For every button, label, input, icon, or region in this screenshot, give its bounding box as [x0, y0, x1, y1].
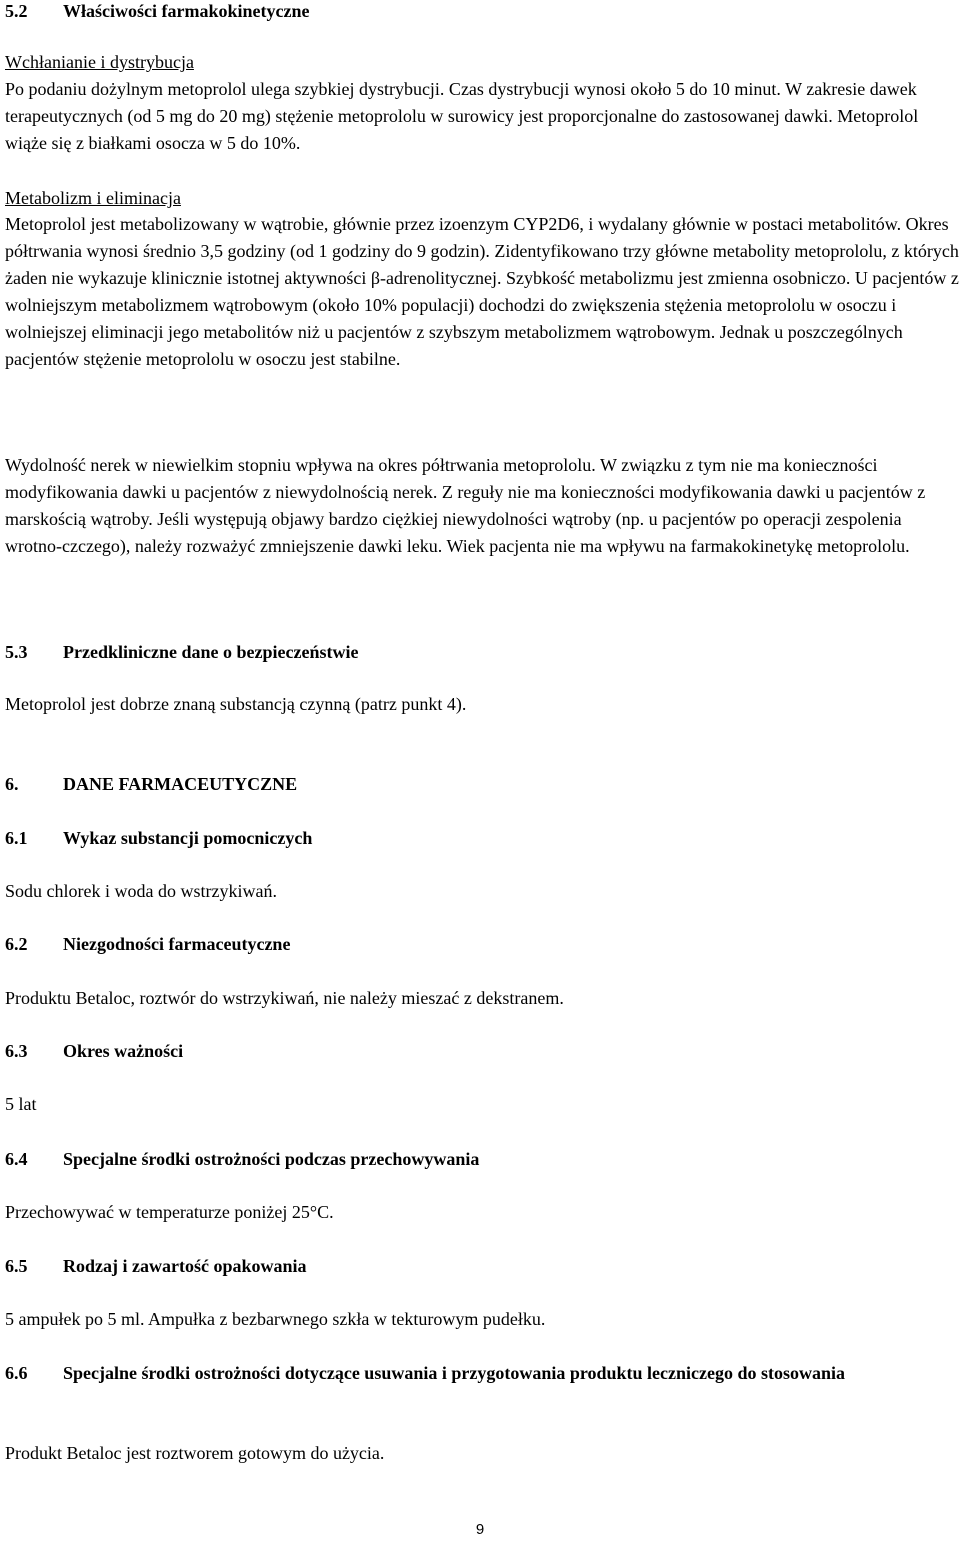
section-title: Wykaz substancji pomocniczych	[63, 828, 313, 848]
section-number: 6.5	[5, 1256, 28, 1276]
page-number: 9	[475, 1521, 485, 1538]
paragraph-6-2: Produktu Betaloc, roztwór do wstrzykiwań, nie należy mieszać z dekstranem.	[5, 988, 564, 1008]
paragraph-renal: Wydolność nerek w niewielkim stopniu wpływa na okres półtrwania metoprololu. W związku z tym nie ma konieczności modyfikowania dawki u pacjentów z niewydolnością nerek. Z reguły nie ma konieczności modyfikowania dawki u pacjentów z marskością wątroby. Jeśli występują objawy bardzo ciężkiej niewydolności wątroby (np. u pacjentów po operacji zespolenia wrotno-czczego), należy rozważyć zmniejszenie dawki leku. Wiek pacjenta nie ma wpływu na farmakokinetykę metoprololu.	[5, 455, 926, 556]
section-title: Specjalne środki ostrożności podczas przechowywania	[63, 1149, 480, 1169]
section-number: 6.	[5, 774, 19, 794]
paragraph-metabolism: Metoprolol jest metabolizowany w wątrobie, głównie przez izoenzym CYP2D6, i wydalany głównie w postaci metabolitów. Okres półtrwania wynosi średnio 3,5 godziny (od 1 godziny do 9 godzin). Zidentyfikowano trzy główne metabolity metoprololu, z których żaden nie wykazuje klinicznie istotnej aktywności β-adrenolitycznej. Szybkość metabolizmu jest zmienna osobniczo. U pacjentów z wolniejszym metabolizmem wątrobowym (około 10% populacji) dochodzi do zwiększenia stężenia metoprololu w osoczu i wolniejszej eliminacji jego metabolitów niż u pacjentów z szybszym metabolizmem wątrobowym. Jednak u poszczególnych pacjentów stężenie metoprololu w osoczu jest stabilne.	[5, 214, 959, 369]
section-heading-5-3	[5, 639, 960, 666]
section-title: Niezgodności farmaceutyczne	[63, 934, 291, 954]
section-number: 5.2	[5, 1, 28, 21]
section-title: Specjalne środki ostrożności dotyczące usuwania i przygotowania produktu leczniczego do stosowania	[63, 1363, 846, 1383]
section-number: 6.1	[5, 828, 28, 848]
section-number: 6.6	[5, 1363, 28, 1383]
section-title: DANE FARMACEUTYCZNE	[63, 774, 298, 794]
section-title: Rodzaj i zawartość opakowania	[63, 1256, 307, 1276]
paragraph-6-6: Produkt Betaloc jest roztworem gotowym do użycia.	[5, 1443, 385, 1463]
section-title: Okres ważności	[63, 1041, 184, 1061]
section-heading-5-2	[5, 0, 960, 25]
section-title: Właściwości farmakokinetyczne	[63, 1, 310, 21]
section-number: 6.3	[5, 1041, 28, 1061]
section-heading-6-5	[5, 1253, 960, 1280]
section-number: 5.3	[5, 642, 28, 662]
section-heading-6-2	[5, 931, 960, 958]
paragraph-6-4: Przechowywać w temperaturze poniżej 25°C.	[5, 1202, 334, 1222]
subheading-metabolism: Metabolizm i eliminacja	[5, 188, 181, 208]
section-number: 6.4	[5, 1149, 28, 1169]
paragraph-6-5: 5 ampułek po 5 ml. Ampułka z bezbarwnego szkła w tekturowym pudełku.	[5, 1309, 546, 1329]
paragraph-5-3: Metoprolol jest dobrze znaną substancją czynną (patrz punkt 4).	[5, 694, 467, 714]
subheading-absorption: Wchłanianie i dystrybucja	[5, 52, 194, 72]
section-title: Przedkliniczne dane o bezpieczeństwie	[63, 642, 359, 662]
paragraph-6-3: 5 lat	[5, 1094, 37, 1114]
paragraph-6-1: Sodu chlorek i woda do wstrzykiwań.	[5, 881, 277, 901]
section-heading-6	[5, 771, 960, 798]
section-heading-6-4	[5, 1146, 960, 1173]
section-heading-6-3	[5, 1038, 960, 1065]
section-heading-6-1	[5, 825, 960, 852]
paragraph-absorption: Po podaniu dożylnym metoprolol ulega szybkiej dystrybucji. Czas dystrybucji wynosi około 5 do 10 minut. W zakresie dawek terapeutycznych (od 5 mg do 20 mg) stężenie metoprololu w surowicy jest proporcjonalne do zastosowanej dawki. Metoprolol wiąże się z białkami osocza w 5 do 10%.	[5, 79, 919, 153]
section-heading-6-6	[5, 1360, 960, 1387]
section-number: 6.2	[5, 934, 28, 954]
